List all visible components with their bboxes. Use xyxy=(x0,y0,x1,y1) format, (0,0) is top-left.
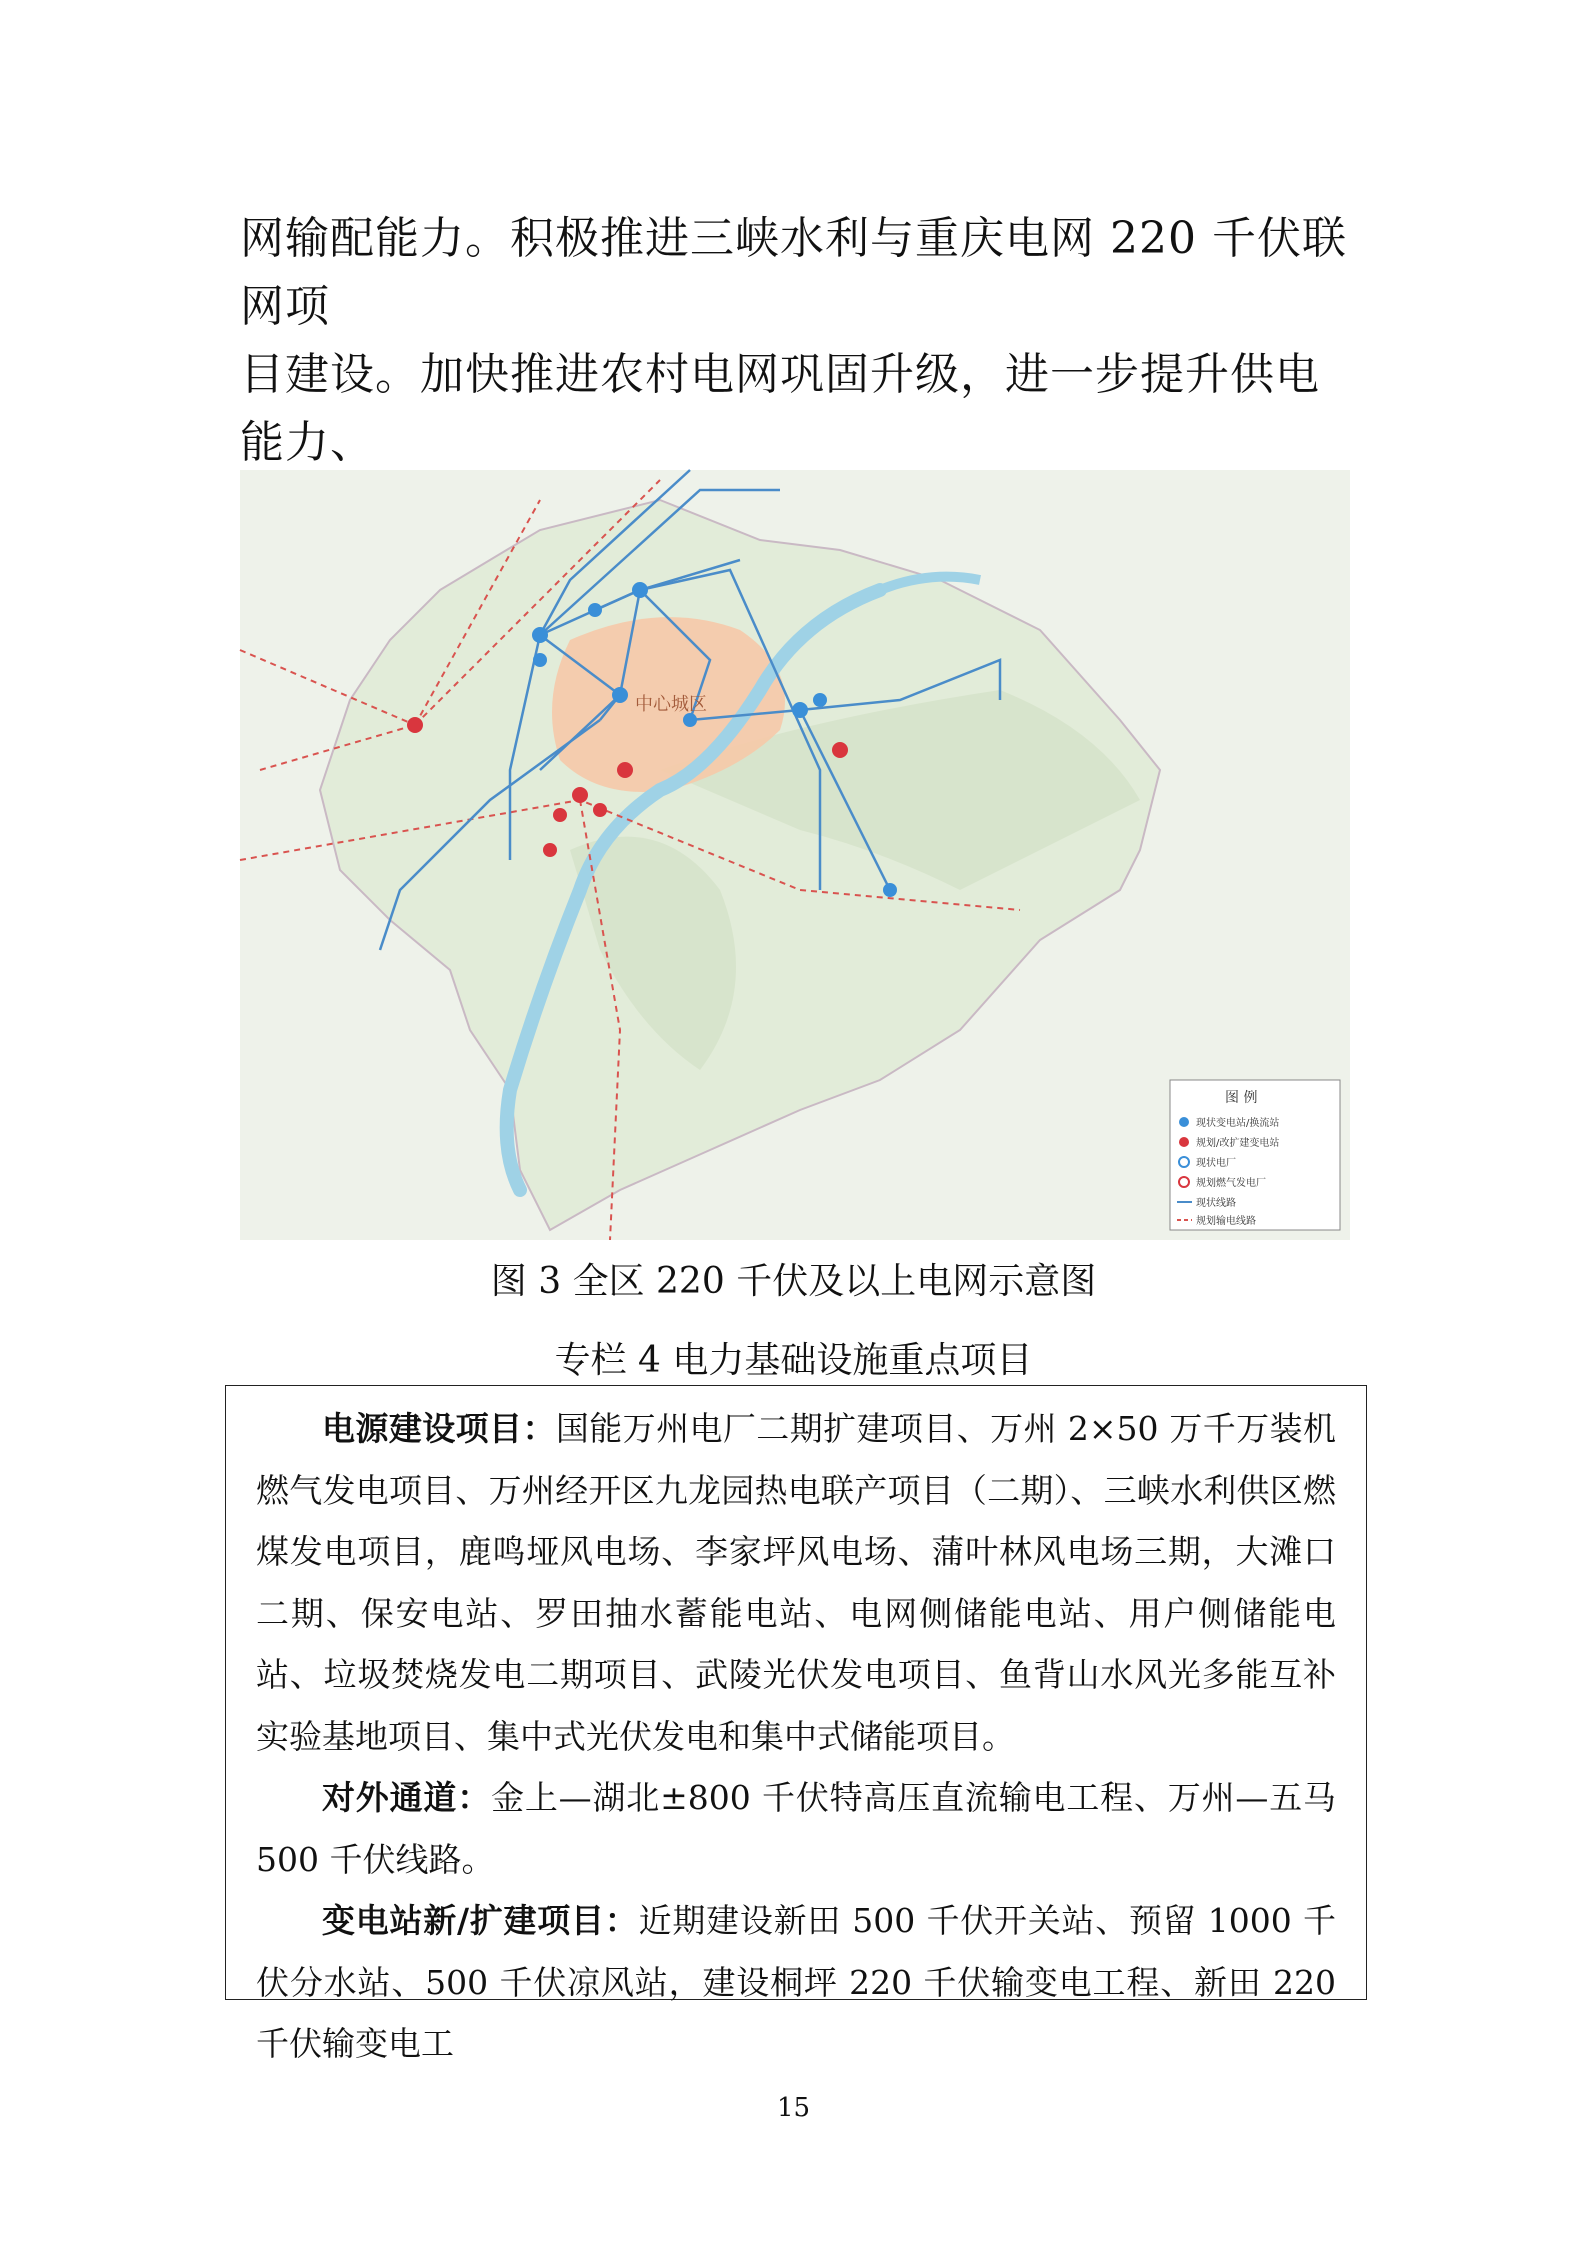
center-label: 中心城区 xyxy=(635,694,707,715)
project-heading: 对外通道： xyxy=(322,1778,492,1817)
legend-title: 图 例 xyxy=(1225,1090,1258,1106)
svg-text:规划输电线路: 规划输电线路 xyxy=(1196,1216,1256,1227)
project-text: 国能万州电厂二期扩建项目、万州 2×50 万千万装机燃气发电项目、万州经开区九龙园热电联产项目（二期）、三峡水利供区燃煤发电项目，鹿鸣垭风电场、李家坪风电场、蒲叶林风电场三期，大滩口二期、保安电站、罗田抽水蓄能电站、电网侧储能电站、用户侧储能电站、垃圾焚烧发电二期项目、武陵光伏发电项目、鱼背山水风光多能互补实验基地项目、集中式光伏发电和集中式储能项目。 xyxy=(256,1409,1336,1756)
project-text: 金上—湖北±800 千伏特高压直流输电工程、万州—五马 500 千伏线路。 xyxy=(256,1778,1337,1879)
key-projects-box xyxy=(225,1385,1367,2063)
svg-text:规划燃气发电厂: 规划燃气发电厂 xyxy=(1196,1178,1266,1189)
svg-text:现状变电站/换流站: 现状变电站/换流站 xyxy=(1196,1118,1280,1129)
project-heading: 电源建设项目： xyxy=(322,1409,556,1448)
legend xyxy=(1170,1080,1340,1230)
svg-text:现状线路: 现状线路 xyxy=(1196,1198,1236,1209)
svg-text:规划/改扩建变电站: 规划/改扩建变电站 xyxy=(1196,1138,1280,1149)
project-text: 近期建设新田 500 千伏开关站、预留 1000 千伏分水站、500 千伏凉风站，建设桐坪 220 千伏输变电工程、新田 220 千伏输变电工 xyxy=(256,1901,1336,2063)
power-grid-map xyxy=(240,470,1350,1240)
intro-line: 网输配能力。积极推进三峡水利与重庆电网 220 千伏联网项 xyxy=(240,213,1347,332)
project-paragraph xyxy=(256,1767,1336,1890)
map-svg xyxy=(240,470,1350,1240)
figure-caption: 图 3 全区 220 千伏及以上电网示意图 xyxy=(490,1261,1097,1302)
page-number: 15 xyxy=(776,2093,811,2123)
intro-line: 目建设。加快推进农村电网巩固升级，进一步提升供电能力、 xyxy=(240,349,1320,468)
project-paragraph xyxy=(256,1398,1336,1767)
svg-text:现状电厂: 现状电厂 xyxy=(1196,1158,1236,1169)
project-heading: 变电站新/扩建项目： xyxy=(322,1901,639,1940)
project-paragraph xyxy=(256,1890,1336,2075)
column-caption: 专栏 4 电力基础设施重点项目 xyxy=(554,1340,1033,1381)
